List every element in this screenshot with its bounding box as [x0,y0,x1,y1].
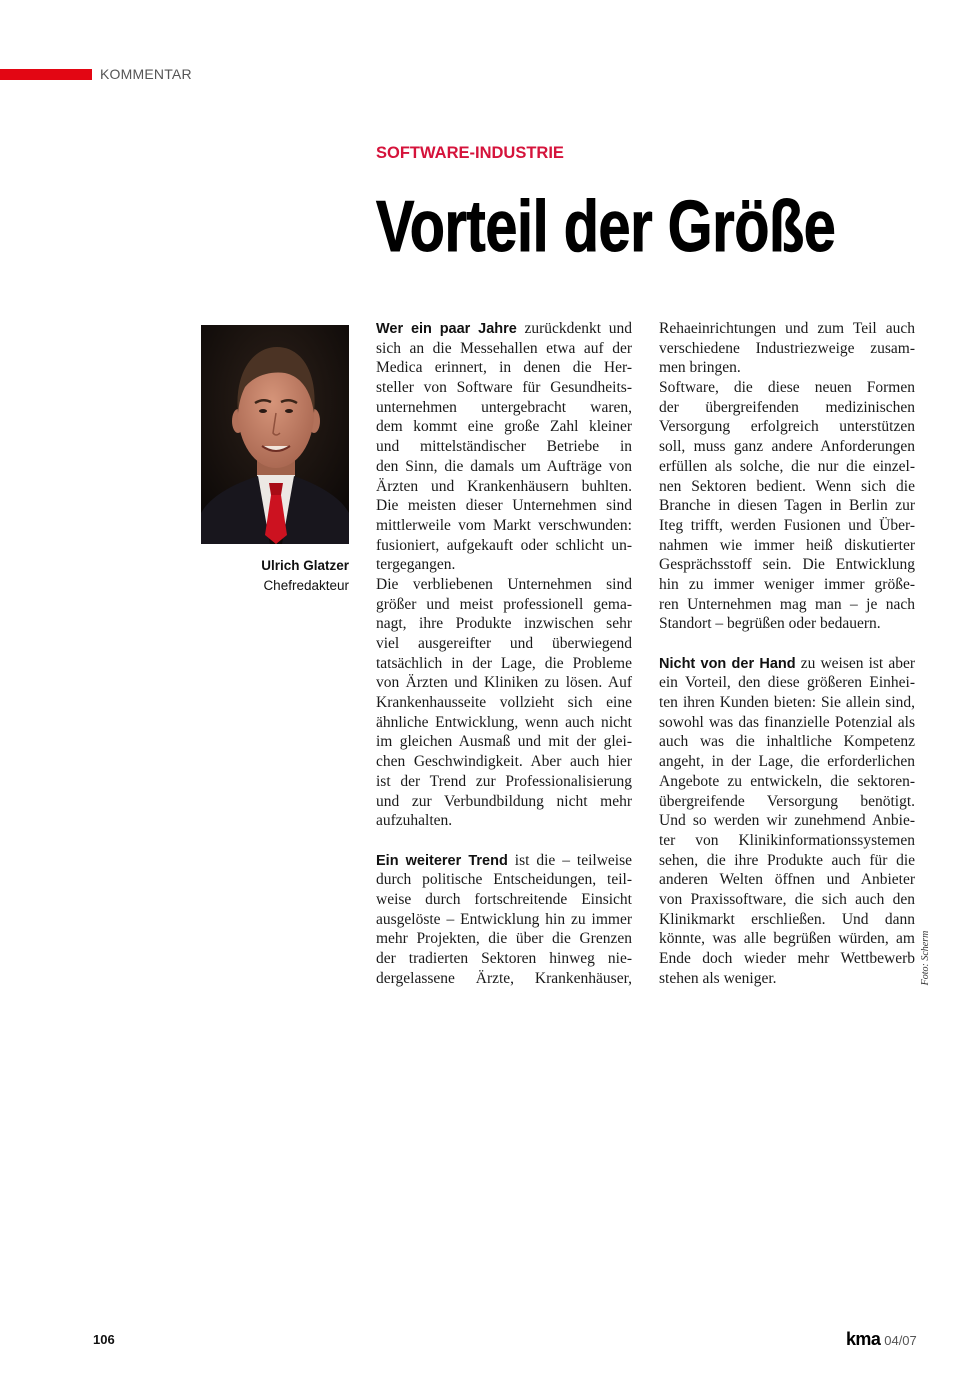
line-text: ähnliche Entwicklung, wenn auch nicht [376,713,632,731]
body-line [376,516,632,536]
line-text: den Sinn, die damals um Aufträge von [376,457,632,475]
body-line [659,654,915,674]
line-text: sehen, die ihre Produkte auch für die [659,851,915,869]
body-line [376,496,632,516]
body-line [659,732,915,752]
line-text: zurückdenkt und [524,320,632,337]
body-line [376,949,632,969]
line-text: Krankenhausseite vollzieht sich eine [376,694,632,712]
line-text: mehr Projekten, die über die Grenzen [376,930,632,948]
body-line [376,575,632,595]
line-text: größer und meist professionell gema- [376,595,632,613]
line-text: ter von Klinikinformationssystemen [659,831,915,849]
line-text: verschiedene Industriezweige zusam- [659,339,915,357]
line-text: Rehaeinrichtungen und zum Teil auch [659,320,915,337]
line-text: nahmen wie immer heiß diskutierter [659,536,915,554]
body-line [376,319,632,339]
body-line [659,910,915,930]
body-line [659,870,915,890]
line-text: Medica erinnert, in denen die Her- [376,359,632,377]
line-text: aufzuhalten. [376,812,453,830]
line-text: sowohl was das finanzielle Potenzial als [659,713,915,731]
body-line [376,752,632,772]
body-line [376,910,632,930]
magazine-logo: kma [846,1329,881,1349]
author-name: Ulrich Glatzer [261,558,349,573]
section-accent-bar [0,69,92,80]
body-line [376,732,632,752]
body-line [376,398,632,418]
paragraph-lead: Ein weiterer Trend [376,852,508,869]
article-kicker: SOFTWARE-INDUSTRIE [376,144,564,162]
body-line [659,890,915,910]
line-text: tatsächlich in der Lage, die Probleme [376,654,632,672]
line-text: Klinikmarkt erschließen. Und dann [659,910,915,928]
article-title: Vorteil der Größe [376,187,836,267]
line-text: von Ärzten und Kliniken zu lösen. Auf [376,674,632,692]
body-line [659,437,915,457]
body-line [376,339,632,359]
line-text: angeht, in der Lage, die erforderlichen [659,753,915,771]
body-line [659,969,915,989]
line-text: ist der Trend zur Professionalisierung [376,772,632,790]
body-line [376,713,632,733]
body-line [659,673,915,693]
body-line [376,693,632,713]
body-line [376,929,632,949]
paragraph [376,575,632,831]
author-caption [201,556,349,596]
body-line [376,595,632,615]
issue-number: 04/07 [884,1333,917,1348]
line-text: und zur Verbundbildung nicht mehr [376,792,632,810]
body-line [659,378,915,398]
line-text: von Praxissoftware, die sich auch den [659,890,915,908]
section-label: KOMMENTAR [100,66,192,82]
paragraph [376,319,632,575]
line-text: dergelassene Ärzte, Krankenhäuser, [376,969,632,987]
body-line [376,634,632,654]
line-text: viel ausgereifter und überwiegend [376,635,632,652]
body-line [376,811,632,831]
paragraph [376,851,632,989]
body-line [659,772,915,792]
body-line [376,358,632,378]
line-text: nen Sektoren bedient. Wenn sich die [659,477,915,495]
body-line [659,417,915,437]
text-column-1 [376,319,632,988]
line-text: könnte, was alle begrüßen würden, am [659,930,915,948]
body-line [659,536,915,556]
line-text: Ende doch wieder mehr Wettbewerb [659,950,915,967]
paragraph [659,319,915,378]
author-photo [201,325,349,544]
line-text: der tradierten Sektoren hinweg nie- [376,950,632,967]
line-text: Branche in diesen Tagen in Berlin zur [659,497,915,515]
line-text: Die meisten dieser Unternehmen sind [376,497,632,515]
paragraph-lead: Wer ein paar Jahre [376,321,517,337]
body-line [376,477,632,497]
body-line [376,378,632,398]
body-line [659,339,915,359]
line-text: übergreifende Versorgung benötigt. [659,792,915,810]
line-text: nagt, ihre Produkte inzwischen sehr [376,615,632,633]
line-text: unternehmen untergebracht waren, [376,398,632,416]
line-text: mittlerweile vom Markt verschwunden: [376,516,632,534]
body-line [659,929,915,949]
body-line [376,772,632,792]
body-line [659,516,915,536]
body-line [376,654,632,674]
page-number: 106 [93,1332,115,1347]
line-text: ten ihren Kunden bieten: Sie allein sind, [659,694,915,712]
body-line [376,536,632,556]
body-line [659,792,915,812]
body-line [659,949,915,969]
body-line [659,811,915,831]
line-text: Angebote zu entwickeln, die sektoren- [659,772,915,790]
line-text: durch politische Entscheidungen, teil- [376,871,632,889]
line-text: und mittelständischer Betriebe in [376,438,632,456]
line-text: der übergreifenden medizinischen [659,398,915,416]
body-line [659,477,915,497]
line-text: dem kommt eine große Zahl kleiner [376,418,632,436]
line-text: ein Vorteil, den diese größeren Einhei- [659,674,915,692]
line-text: ren Unternehmen mag man – je nach [659,595,915,613]
body-line [376,437,632,457]
body-line [376,555,632,575]
body-line [659,575,915,595]
body-line [659,457,915,477]
body-line [659,752,915,772]
line-text: ist die – teilweise [514,851,632,869]
paragraph [659,378,915,634]
line-text: Software, die diese neuen Formen [659,379,915,397]
author-role: Chefredakteur [263,578,349,593]
body-line [659,319,915,339]
line-text: weise durch fortschreitende Einsicht [376,890,632,908]
line-text: Ärzten und Krankenhäusern buhlten. [376,477,632,495]
body-line [376,417,632,437]
body-line [659,831,915,851]
line-text: Und so werden wir zunehmend Anbie- [659,812,915,830]
line-text: sich an die Messehallen etwa auf der [376,339,632,357]
body-line [659,851,915,871]
line-text: im gleichen Ausmaß und mit der glei- [376,733,632,751]
line-text: fusioniert, aufgekauft oder schlicht un- [376,536,632,554]
line-text: hin zu immer weniger immer größe- [659,575,915,593]
footer-issue-info [846,1329,917,1349]
body-line [659,595,915,615]
body-line [376,457,632,477]
body-line [659,398,915,418]
body-line [659,614,915,634]
line-text: auch was die inhaltliche Kompetenz [659,733,915,751]
paragraph [659,654,915,989]
photo-credit: Foto: Scherm [920,930,931,986]
body-line [376,969,632,989]
body-line [376,614,632,634]
line-text: tergegangen. [376,556,456,574]
body-line [659,693,915,713]
body-line [659,358,915,378]
line-text: Standort – begrüßen oder bedauern. [659,615,881,633]
body-line [376,792,632,812]
line-text: steller von Software für Gesundheits- [376,379,632,397]
paragraph-lead: Nicht von der Hand [659,655,796,672]
line-text: Iteg trifft, werden Fusionen und Über- [659,516,915,534]
body-line [659,496,915,516]
body-line [376,870,632,890]
line-text: men bringen. [659,359,741,377]
line-text: anderen Welten öffnen und Anbieter [659,871,915,889]
body-line [376,890,632,910]
body-line [376,673,632,693]
line-text: erfüllen als solche, die nur die einzel- [659,457,915,475]
line-text: ausgelöste – Entwicklung hin zu immer [376,910,632,928]
line-text: Gesprächsstoff sein. Die Entwicklung [659,556,915,574]
body-line [659,713,915,733]
text-column-2 [659,319,915,988]
line-text: Versorgung erfolgreich unterstützen [659,418,915,436]
line-text: zu weisen ist aber [800,654,915,672]
line-text: soll, muss ganz andere Anforderungen [659,438,915,456]
body-line [659,555,915,575]
line-text: stehen als weniger. [659,969,777,987]
line-text: Die verbliebenen Unternehmen sind [376,575,632,593]
line-text: chen Geschwindigkeit. Aber auch hier [376,753,632,771]
body-line [376,851,632,871]
